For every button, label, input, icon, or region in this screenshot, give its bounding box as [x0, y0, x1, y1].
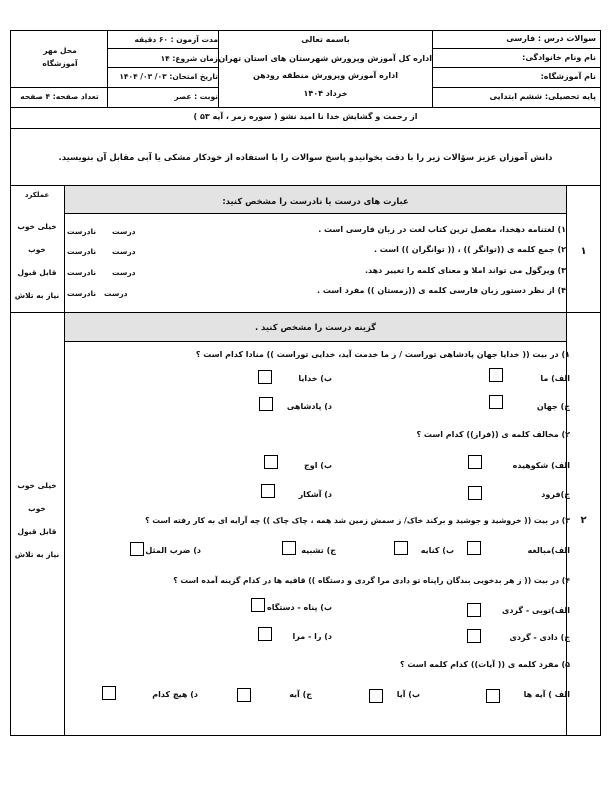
q1-item-3-false[interactable]: نادرست: [67, 268, 97, 277]
q1-title: عبارت های درست یا نادرست را مشخص کنید:: [222, 196, 409, 206]
basmala-title: باسمه تعالی: [301, 35, 350, 44]
q1-grade-needs-effort[interactable]: نیاز به تلاش: [14, 291, 60, 300]
q1-item-2: ۲) جمع کلمه ی ((توانگر )) ، (( توانگران )) است .: [373, 245, 566, 254]
exam-shift: نوبت : عصر: [174, 92, 218, 101]
q1-item-4: ۴) از نظر دستور زبان فارسی کلمه ی ((زمستان )) مفرد است .: [317, 286, 566, 295]
q2-5-option-d-checkbox[interactable]: [102, 686, 116, 700]
q2-4-option-c[interactable]: ج) دادی - گردی: [509, 633, 570, 642]
quran-quote: از رحمت و گشایش خدا نا امید نشو ( سوره زمر ، آیه ۵۳ ): [193, 112, 418, 121]
q2-3-option-c-checkbox[interactable]: [282, 541, 296, 555]
q2-title: گزینه درست را مشخص کنید .: [254, 322, 377, 332]
q2-3-option-b[interactable]: ب) کنایه: [420, 546, 454, 555]
q2-5-option-a[interactable]: الف ) آیه ها: [523, 690, 570, 699]
q2-5-option-b[interactable]: ب) آیا: [396, 690, 420, 699]
q2-number: ۲: [580, 515, 587, 526]
q2-3-stem: ۳) در بیت (( خروشید و جوشید و برکند خاک/ ز سمش زمین شد همه ، چاک چاک )) چه آرایه ای به کار رفته است ؟: [145, 516, 570, 525]
q1-item-1-true[interactable]: درست: [112, 227, 136, 236]
q2-4-option-d-checkbox[interactable]: [258, 627, 272, 641]
q2-3-option-a[interactable]: الف)مبالغه: [527, 546, 570, 555]
q1-item-4-false[interactable]: نادرست: [67, 289, 97, 298]
frame-top-border: [10, 30, 601, 31]
q2-2-option-b-checkbox[interactable]: [264, 455, 278, 469]
q2-1-option-a[interactable]: الف) ما: [540, 374, 570, 383]
q2-5-option-b-checkbox[interactable]: [369, 689, 383, 703]
q2-1-option-a-checkbox[interactable]: [489, 368, 503, 382]
q2-4-option-b[interactable]: ب) پناه - دستگاه: [267, 603, 332, 612]
q2-grade-acceptable[interactable]: قابل قبول: [17, 527, 57, 536]
q1-number: ۱: [580, 246, 587, 257]
q2-3-option-a-checkbox[interactable]: [467, 541, 481, 555]
q2-grade-needs-effort[interactable]: نیاز به تلاش: [14, 550, 60, 559]
exam-duration: مدت آزمون : ۶۰ دقیقه: [134, 35, 218, 44]
start-time: زمان شروع: ۱۴: [160, 54, 218, 63]
grade-label: پایه تحصیلی: ششم ابتدایی: [489, 92, 596, 101]
q2-2-stem: ۲) مخالف کلمه ی ((فراز)) کدام است ؟: [416, 430, 570, 439]
q2-1-option-b-checkbox[interactable]: [258, 370, 272, 384]
q2-5-stem: ۵) مفرد کلمه ی (( آیات)) کدام کلمه است ؟: [399, 660, 570, 669]
q1-item-2-false[interactable]: نادرست: [67, 247, 97, 256]
q2-3-option-b-checkbox[interactable]: [394, 541, 408, 555]
q2-1-option-b[interactable]: ب) خدایا: [298, 374, 332, 383]
q2-grade-good[interactable]: خوب: [28, 504, 46, 513]
q2-2-option-c[interactable]: ج)فرود: [541, 490, 570, 499]
q1-item-1: ۱) لغتنامه دهخدا، مفصل ترین کتاب لغت در زبان فارسی است .: [318, 225, 566, 234]
q2-2-option-a[interactable]: الف) شکوهیده: [512, 461, 570, 470]
student-name-field[interactable]: نام ونام خانوادگی:: [522, 53, 596, 62]
frame-right-border: [600, 30, 601, 736]
q2-3-option-d[interactable]: د) ضرب المثل: [145, 546, 201, 555]
q2-4-option-c-checkbox[interactable]: [467, 629, 481, 643]
q2-2-option-b[interactable]: ب) اوج: [304, 461, 332, 470]
q2-4-stem: ۴) در بیت (( ز هر بدخویی بندگان راپناه تو دادی مرا گردی و دستگاه )) قافیه ها در کدام گزینه آمده است ؟: [173, 576, 570, 585]
frame-bottom-border: [10, 735, 601, 736]
q1-item-3: ۳) ویرگول می تواند املا و معنای کلمه را تغییر دهد.: [364, 266, 566, 275]
q1-item-1-false[interactable]: نادرست: [67, 227, 97, 236]
q1-grade-acceptable[interactable]: قابل قبول: [17, 268, 57, 277]
org-line-2: اداره آموزش وپرورش منطقه رودهن: [252, 71, 399, 80]
q1-item-3-true[interactable]: درست: [112, 268, 136, 277]
q2-2-option-a-checkbox[interactable]: [468, 455, 482, 469]
q2-2-option-d[interactable]: د) آشکار: [298, 490, 332, 499]
q2-5-option-c-checkbox[interactable]: [237, 688, 251, 702]
org-line-1: اداره کل آموزش وپرورش شهرستان های استان تهران: [218, 54, 432, 63]
q2-4-option-b-checkbox[interactable]: [251, 598, 265, 612]
q2-3-option-c[interactable]: ج) تشبیه: [301, 546, 336, 555]
q2-1-option-d-checkbox[interactable]: [259, 397, 273, 411]
instructions-text: دانش آموزان عزیز سؤالات زیر را با دقت بخوانیدو پاسخ سوالات را با استفاده از خودکار مشکی یا آبی مقابل آن بنویسید.: [58, 152, 553, 162]
page-count: تعداد صفحه: ۴ صفحه: [20, 92, 99, 101]
q2-3-option-d-checkbox[interactable]: [130, 542, 144, 556]
exam-month: خرداد ۱۴۰۴: [303, 89, 348, 98]
subject-label: سوالات درس : فارسی: [506, 34, 596, 43]
q2-4-option-a[interactable]: الف)توبی - گردی: [501, 606, 570, 615]
frame-left-border: [10, 30, 11, 736]
q2-1-stem: ۱) در بیت (( خدایا جهان پادشاهی توراست / ز ما خدمت آید، خدایی توراست )) منادا کدام است ؟: [195, 350, 570, 359]
q2-5-option-c[interactable]: ج) آیه: [289, 690, 312, 699]
q1-item-4-true[interactable]: درست: [104, 289, 128, 298]
grade-column-label: عملکرد: [24, 191, 50, 199]
school-name-field[interactable]: نام آموزشگاه:: [540, 72, 596, 81]
q2-grade-very-good[interactable]: خیلی خوب: [17, 481, 57, 490]
q2-5-option-d[interactable]: د) هیچ کدام: [152, 690, 198, 699]
q2-1-option-c[interactable]: ج) جهان: [536, 402, 570, 411]
q2-4-option-a-checkbox[interactable]: [467, 603, 481, 617]
q2-1-option-c-checkbox[interactable]: [489, 395, 503, 409]
school-stamp-area: محل مهر آموزشگاه: [42, 46, 78, 68]
q1-item-2-true[interactable]: درست: [112, 247, 136, 256]
q2-5-option-a-checkbox[interactable]: [486, 689, 500, 703]
q1-grade-good[interactable]: خوب: [28, 245, 46, 254]
q2-2-option-d-checkbox[interactable]: [261, 484, 275, 498]
q2-4-option-d[interactable]: د) را - مرا: [292, 632, 332, 641]
q2-2-option-c-checkbox[interactable]: [468, 486, 482, 500]
exam-date: تاریخ امتحان: ۰۳/ ۰۳/ ۱۴۰۴: [119, 72, 218, 81]
q1-grade-very-good[interactable]: خیلی خوب: [17, 222, 57, 231]
q2-1-option-d[interactable]: د) پادشاهی: [286, 402, 332, 411]
